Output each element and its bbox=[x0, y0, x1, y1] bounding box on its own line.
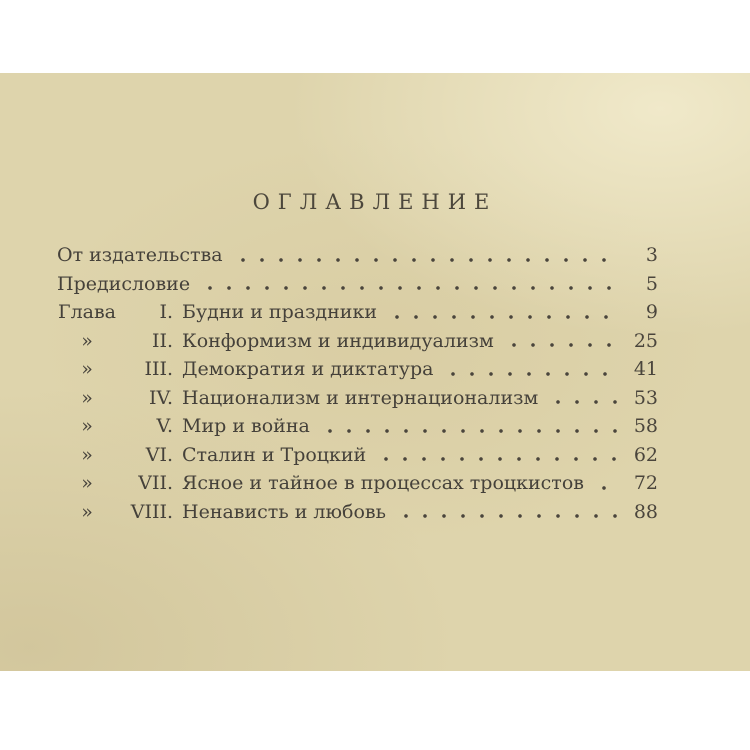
page-number: 5 bbox=[645, 272, 658, 295]
table-of-contents bbox=[0, 241, 750, 526]
toc-entry bbox=[57, 298, 658, 327]
chapter-title: От издательства bbox=[57, 244, 223, 266]
page-number: 88 bbox=[633, 500, 658, 523]
dot-leader bbox=[322, 412, 620, 441]
page-number: 62 bbox=[633, 443, 658, 466]
page-number: 25 bbox=[633, 329, 658, 352]
toc-entry bbox=[57, 241, 658, 270]
chapter-numeral: IV. bbox=[149, 386, 173, 409]
page-number: 3 bbox=[645, 244, 658, 266]
chapter-numeral: VIII. bbox=[130, 500, 173, 523]
chapter-prefix: » bbox=[81, 329, 93, 352]
toc-entry bbox=[57, 412, 658, 441]
chapter-prefix: Глава bbox=[57, 301, 116, 323]
dot-leader bbox=[378, 441, 620, 470]
chapter-numeral: II. bbox=[151, 329, 173, 352]
dot-leader bbox=[235, 241, 620, 270]
toc-entry bbox=[57, 270, 658, 299]
chapter-prefix: » bbox=[81, 415, 93, 437]
chapter-numeral: VI. bbox=[145, 443, 173, 466]
chapter-prefix: » bbox=[81, 443, 93, 466]
toc-entry bbox=[57, 384, 658, 413]
chapter-title: Демократия и диктатура bbox=[182, 358, 434, 380]
chapter-title: Национализм и интернационализм bbox=[182, 386, 539, 409]
toc-entry bbox=[57, 327, 658, 356]
page-number: 72 bbox=[633, 472, 658, 494]
chapter-numeral: VII. bbox=[138, 472, 173, 494]
page-number: 58 bbox=[633, 415, 658, 437]
page-title: ОГЛАВЛЕНИЕ bbox=[252, 190, 498, 214]
chapter-numeral: I. bbox=[159, 301, 173, 323]
dot-leader bbox=[202, 270, 620, 299]
dot-leader bbox=[596, 469, 620, 498]
dot-leader bbox=[398, 498, 620, 527]
chapter-numeral: V. bbox=[156, 415, 173, 437]
dot-leader bbox=[550, 384, 620, 413]
chapter-prefix: » bbox=[81, 386, 93, 409]
chapter-title: Ясное и тайное в процессах троцкистов bbox=[182, 472, 584, 494]
chapter-title: Конформизм и индивидуализм bbox=[182, 329, 494, 352]
chapter-numeral: III. bbox=[144, 358, 173, 380]
chapter-title: Будни и праздники bbox=[182, 301, 377, 323]
dot-leader bbox=[506, 327, 620, 356]
page-number: 41 bbox=[633, 358, 658, 380]
chapter-title: Мир и война bbox=[182, 415, 310, 437]
chapter-prefix: » bbox=[81, 472, 93, 494]
dot-leader bbox=[445, 355, 620, 384]
scanned-book-page bbox=[0, 73, 750, 671]
dot-leader bbox=[389, 298, 620, 327]
chapter-title: Ненависть и любовь bbox=[182, 500, 386, 523]
toc-entry bbox=[57, 498, 658, 527]
toc-entry bbox=[57, 469, 658, 498]
page-number: 9 bbox=[645, 301, 658, 323]
page-number: 53 bbox=[633, 386, 658, 409]
chapter-title: Сталин и Троцкий bbox=[182, 443, 367, 466]
toc-entry bbox=[57, 441, 658, 470]
toc-entry bbox=[57, 355, 658, 384]
chapter-prefix: » bbox=[81, 358, 93, 380]
chapter-prefix: » bbox=[81, 500, 93, 523]
chapter-title: Предисловие bbox=[57, 272, 191, 295]
